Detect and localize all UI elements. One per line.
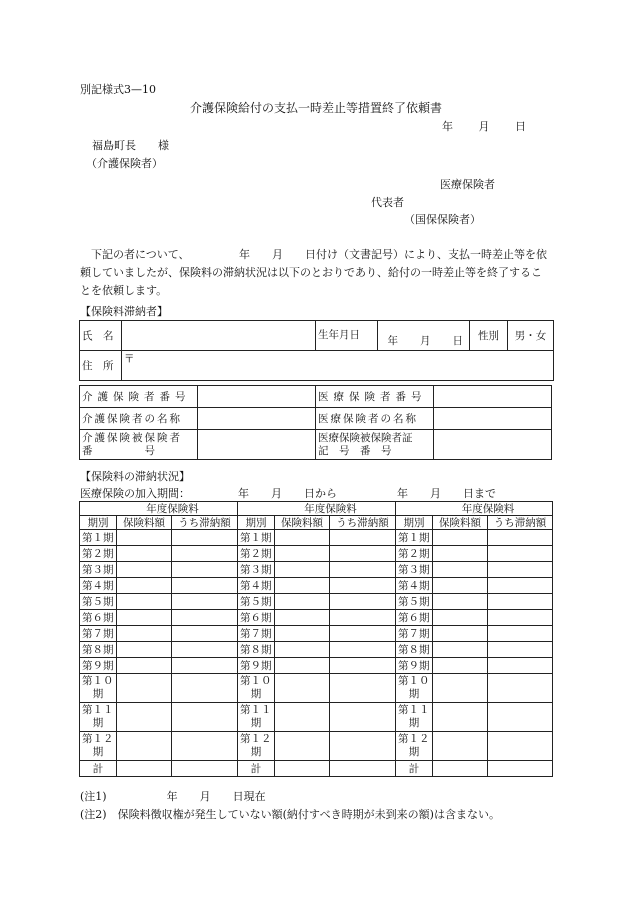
arrears-amount-cell[interactable]	[488, 562, 553, 578]
year-header: 年度保険料	[238, 502, 396, 516]
period-label: 第７期	[80, 626, 117, 642]
table-row	[80, 578, 553, 594]
iryo-insurer-name-label: 医療保険者の名称	[316, 408, 434, 430]
table-row	[80, 674, 553, 703]
period-label: 第１２ 期	[80, 732, 117, 761]
period-label: 第４期	[80, 578, 117, 594]
table-row	[80, 610, 553, 626]
premium-amount-cell[interactable]	[117, 674, 172, 703]
period-label: 第３期	[396, 562, 433, 578]
iryo-insurer-no-label: 医療保険者番号	[316, 386, 434, 408]
premium-amount-cell[interactable]	[275, 732, 330, 761]
period-label: 第７期	[396, 626, 433, 642]
period-label: 第１期	[396, 530, 433, 546]
enrollment-label: 医療保険の加入期間：	[80, 487, 190, 500]
date-line	[442, 118, 526, 134]
section-arrears-title: 【保険料の滞納状況】	[80, 470, 190, 483]
arrears-amount-cell[interactable]	[488, 703, 553, 732]
premium-amount-cell[interactable]	[117, 642, 172, 658]
table-row	[80, 530, 553, 546]
period-label: 第３期	[80, 562, 117, 578]
arrears-amount-cell[interactable]	[330, 626, 396, 642]
premium-amount-cell[interactable]	[433, 703, 488, 732]
body-text	[80, 246, 550, 300]
premium-amount-cell[interactable]	[275, 546, 330, 562]
col-amount-header: 保険料額	[433, 516, 488, 530]
col-amount-header: 保険料額	[275, 516, 330, 530]
note-2: (注2) 保険料徴収権が発生していない額(納付すべき時期が未到来の額)は含まない。	[80, 808, 500, 821]
arrears-amount-cell[interactable]	[488, 578, 553, 594]
arrears-amount-cell[interactable]	[330, 642, 396, 658]
kaigo-insurer-name-value[interactable]	[198, 408, 316, 430]
period-label: 第８期	[238, 642, 275, 658]
arrears-amount-cell[interactable]	[488, 626, 553, 642]
note-1: (注1) 年 月 日現在	[80, 790, 266, 803]
address-value[interactable]	[122, 351, 554, 381]
period-label: 第３期	[238, 562, 275, 578]
table-row	[80, 546, 553, 562]
total-label: 計	[80, 761, 117, 777]
premium-amount-cell[interactable]	[275, 562, 330, 578]
premium-amount-cell[interactable]	[275, 578, 330, 594]
arrears-amount-cell[interactable]	[488, 530, 553, 546]
sender-rep: 代表者	[371, 196, 404, 209]
premium-amount-cell[interactable]	[275, 594, 330, 610]
total-label: 計	[238, 761, 275, 777]
total-arrears-cell[interactable]	[488, 761, 553, 777]
premium-amount-cell[interactable]	[433, 578, 488, 594]
insurer-table	[79, 385, 552, 460]
arrears-amount-cell[interactable]	[172, 594, 238, 610]
period-label: 第７期	[238, 626, 275, 642]
name-value[interactable]	[122, 321, 316, 351]
premium-amount-cell[interactable]	[117, 703, 172, 732]
enrollment-period: 医療保険の加入期間： 年 月 日から 年 月 日まで	[80, 487, 496, 500]
premium-amount-cell[interactable]	[433, 594, 488, 610]
premium-amount-cell[interactable]	[117, 610, 172, 626]
iryo-insurer-no-value[interactable]	[434, 386, 552, 408]
premium-amount-cell[interactable]	[275, 703, 330, 732]
premium-amount-cell[interactable]	[117, 732, 172, 761]
kaigo-insurer-name-label: 介護保険者の名称	[80, 408, 198, 430]
premium-amount-cell[interactable]	[433, 626, 488, 642]
period-label: 第４期	[238, 578, 275, 594]
sex-label: 性別	[470, 321, 508, 351]
date-year: 年	[442, 120, 453, 133]
arrears-amount-cell[interactable]	[488, 732, 553, 761]
section-person-title: 【保険料滞納者】	[80, 305, 168, 318]
year-header: 年度保険料	[80, 502, 238, 516]
body-text-content: 下記の者について、 年 月 日付け（文書記号）により、支払一時差止等を依頼していましたが、保険料の滞納状況は以下のとおりであり、給付の一時差止等を終了することを依頼します。	[80, 248, 548, 297]
table-row	[80, 732, 553, 761]
kaigo-insurer-no-value[interactable]	[198, 386, 316, 408]
period-label: 第１０ 期	[238, 674, 275, 703]
period-label: 第６期	[238, 610, 275, 626]
birth-label: 生年月日	[316, 321, 378, 351]
total-amount-cell[interactable]	[117, 761, 172, 777]
premium-amount-cell[interactable]	[117, 530, 172, 546]
kaigo-insurer-no-label: 介護保険者番号	[80, 386, 198, 408]
total-arrears-cell[interactable]	[172, 761, 238, 777]
premium-amount-cell[interactable]	[433, 642, 488, 658]
sender-org: 医療保険者	[440, 178, 495, 191]
document-title: 介護保険給付の支払一時差止等措置終了依頼書	[190, 101, 443, 115]
arrears-amount-cell[interactable]	[330, 562, 396, 578]
premium-amount-cell[interactable]	[117, 658, 172, 674]
premium-amount-cell[interactable]	[117, 594, 172, 610]
arrears-amount-cell[interactable]	[172, 642, 238, 658]
period-label: 第１１ 期	[238, 703, 275, 732]
total-amount-cell[interactable]	[433, 761, 488, 777]
arrears-amount-cell[interactable]	[172, 546, 238, 562]
period-label: 第１０ 期	[80, 674, 117, 703]
period-label: 第６期	[80, 610, 117, 626]
premium-amount-cell[interactable]	[275, 530, 330, 546]
arrears-amount-cell[interactable]	[330, 530, 396, 546]
arrears-amount-cell[interactable]	[330, 674, 396, 703]
arrears-amount-cell[interactable]	[172, 732, 238, 761]
period-label: 第５期	[396, 594, 433, 610]
total-amount-cell[interactable]	[275, 761, 330, 777]
period-label: 第１１ 期	[396, 703, 433, 732]
premium-amount-cell[interactable]	[117, 562, 172, 578]
table-row	[80, 594, 553, 610]
iryo-insured-no-value[interactable]	[434, 430, 552, 460]
arrears-amount-cell[interactable]	[330, 732, 396, 761]
period-label: 第１期	[238, 530, 275, 546]
period-label: 第１２ 期	[396, 732, 433, 761]
table-row	[80, 703, 553, 732]
birth-month: 月	[420, 335, 431, 347]
sender-sub: （国保保険者）	[404, 213, 481, 226]
premium-amount-cell[interactable]	[433, 674, 488, 703]
period-label: 第９期	[396, 658, 433, 674]
table-row	[80, 626, 553, 642]
premium-amount-cell[interactable]	[275, 658, 330, 674]
total-label: 計	[396, 761, 433, 777]
form-number: 別記様式3—10	[80, 83, 156, 96]
premium-amount-cell[interactable]	[275, 642, 330, 658]
person-table	[79, 320, 554, 381]
arrears-amount-cell[interactable]	[488, 610, 553, 626]
arrears-amount-cell[interactable]	[172, 626, 238, 642]
date-month: 月	[478, 120, 490, 133]
period-label: 第５期	[80, 594, 117, 610]
birth-day: 日	[452, 335, 463, 347]
period-label: 第２期	[80, 546, 117, 562]
arrears-amount-cell[interactable]	[330, 703, 396, 732]
arrears-amount-cell[interactable]	[172, 610, 238, 626]
period-label: 第８期	[396, 642, 433, 658]
birth-value[interactable]	[378, 321, 470, 351]
year-header: 年度保険料	[396, 502, 553, 516]
premium-amount-cell[interactable]	[275, 626, 330, 642]
premium-amount-cell[interactable]	[433, 546, 488, 562]
col-period-header: 期別	[396, 516, 433, 530]
premium-amount-cell[interactable]	[117, 626, 172, 642]
col-arrears-header: うち滞納額	[330, 516, 396, 530]
addressee-sub: （介護保険者）	[86, 157, 163, 170]
arrears-amount-cell[interactable]	[488, 546, 553, 562]
period-label: 第２期	[238, 546, 275, 562]
iryo-insured-no-label: 医療保険被保険者証 記 号 番 号	[316, 430, 434, 460]
arrears-amount-cell[interactable]	[488, 642, 553, 658]
period-label: 第１０ 期	[396, 674, 433, 703]
col-amount-header: 保険料額	[117, 516, 172, 530]
col-arrears-header: うち滞納額	[172, 516, 238, 530]
address-label: 住 所	[80, 351, 122, 381]
arrears-amount-cell[interactable]	[172, 658, 238, 674]
addressee: 福島町長 様	[92, 139, 169, 152]
arrears-amount-cell[interactable]	[330, 578, 396, 594]
table-row	[80, 658, 553, 674]
date-day: 日	[515, 120, 526, 133]
arrears-amount-cell[interactable]	[172, 578, 238, 594]
kaigo-insured-no-label: 介護保険被保険者 番 号	[80, 430, 198, 460]
period-label: 第１１ 期	[80, 703, 117, 732]
table-row-total	[80, 761, 553, 777]
arrears-amount-cell[interactable]	[172, 703, 238, 732]
arrears-amount-cell[interactable]	[172, 674, 238, 703]
arrears-amount-cell[interactable]	[330, 594, 396, 610]
table-row	[80, 562, 553, 578]
arrears-amount-cell[interactable]	[330, 546, 396, 562]
period-label: 第１期	[80, 530, 117, 546]
premium-amount-cell[interactable]	[275, 674, 330, 703]
arrears-amount-cell[interactable]	[172, 562, 238, 578]
arrears-amount-cell[interactable]	[330, 610, 396, 626]
period-label: 第４期	[396, 578, 433, 594]
premium-table	[79, 501, 553, 777]
period-label: 第８期	[80, 642, 117, 658]
premium-amount-cell[interactable]	[433, 562, 488, 578]
premium-amount-cell[interactable]	[117, 546, 172, 562]
period-label: 第９期	[238, 658, 275, 674]
arrears-amount-cell[interactable]	[172, 530, 238, 546]
premium-amount-cell[interactable]	[117, 578, 172, 594]
col-period-header: 期別	[238, 516, 275, 530]
period-label: 第６期	[396, 610, 433, 626]
premium-amount-cell[interactable]	[433, 658, 488, 674]
period-label: 第１２ 期	[238, 732, 275, 761]
premium-amount-cell[interactable]	[433, 732, 488, 761]
table-row	[80, 642, 553, 658]
arrears-amount-cell[interactable]	[330, 658, 396, 674]
arrears-amount-cell[interactable]	[488, 674, 553, 703]
premium-amount-cell[interactable]	[275, 610, 330, 626]
arrears-amount-cell[interactable]	[488, 594, 553, 610]
premium-amount-cell[interactable]	[433, 530, 488, 546]
sex-value[interactable]: 男・女	[508, 321, 554, 351]
arrears-amount-cell[interactable]	[488, 658, 553, 674]
name-label: 氏 名	[80, 321, 122, 351]
col-period-header: 期別	[80, 516, 117, 530]
iryo-insurer-name-value[interactable]	[434, 408, 552, 430]
postal-mark: 〒	[124, 353, 135, 365]
kaigo-insured-no-value[interactable]	[198, 430, 316, 460]
birth-year: 年	[387, 335, 398, 347]
premium-amount-cell[interactable]	[433, 610, 488, 626]
period-label: 第５期	[238, 594, 275, 610]
total-arrears-cell[interactable]	[330, 761, 396, 777]
col-arrears-header: うち滞納額	[488, 516, 553, 530]
period-label: 第２期	[396, 546, 433, 562]
period-label: 第９期	[80, 658, 117, 674]
